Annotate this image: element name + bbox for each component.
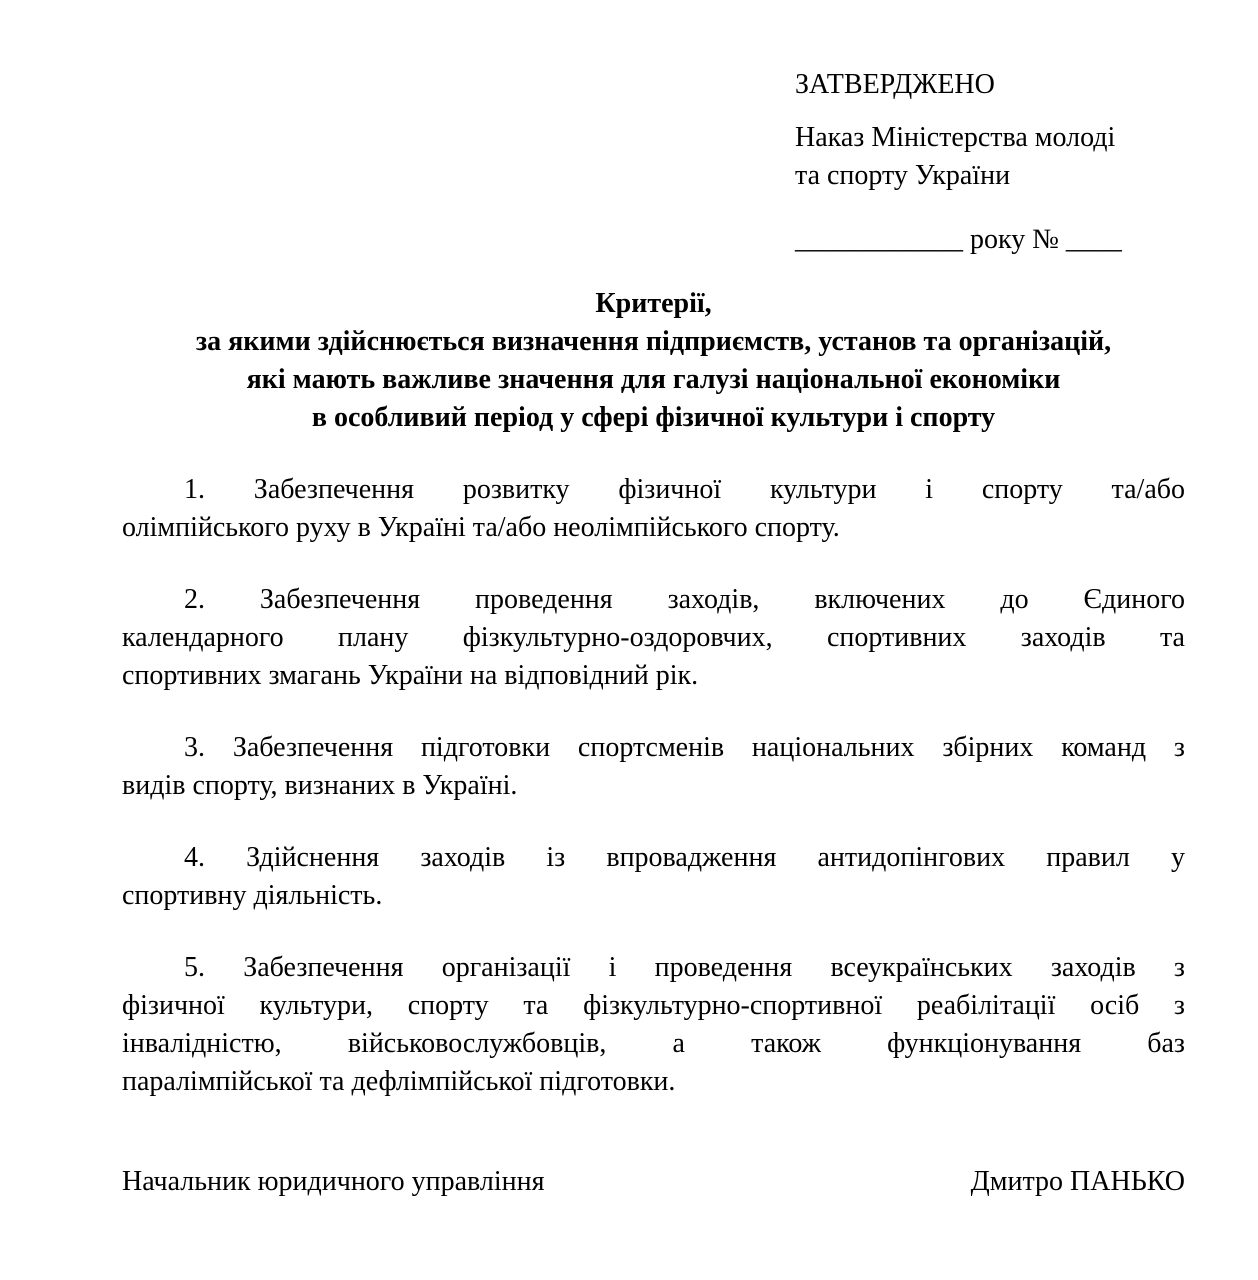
paragraph-2-line-3: спортивних змагань України на відповідний рік. (122, 660, 699, 691)
approval-order-line-1: Наказ Міністерства молоді (795, 122, 1116, 153)
signature-row (122, 1163, 1185, 1201)
paragraph-5 (122, 949, 1185, 1101)
paragraph-5-line-2: фізичної культури, спорту та фізкультурно-спортивної реабілітації осіб з (122, 990, 1185, 1021)
paragraph-4-line-2: спортивну діяльність. (122, 880, 383, 911)
paragraph-5-line-3: інвалідністю, військовослужбовців, а також функціонування баз (122, 1028, 1185, 1059)
paragraph-4-line-1: 4. Здійснення заходів із впровадження антидопінгових правил у (184, 842, 1185, 873)
paragraph-5-line-4: паралімпійської та дефлімпійської підготовки. (122, 1066, 676, 1097)
paragraph-2-line-1: 2. Забезпечення проведення заходів, включених до Єдиного (184, 584, 1185, 615)
paragraph-1-line-1: 1. Забезпечення розвитку фізичної культури і спорту та/або (184, 474, 1185, 505)
approval-stamp: ЗАТВЕРДЖЕНО (795, 69, 995, 100)
paragraph-2 (122, 581, 1185, 695)
title-line-3: які мають важливе значення для галузі національної економіки (246, 364, 1061, 395)
paragraph-5-line-1: 5. Забезпечення організації і проведення всеукраїнських заходів з (184, 952, 1185, 983)
title-line-4: в особливий період у сфері фізичної культури і спорту (311, 402, 996, 433)
approval-date-number-line: ____________ року № ____ (795, 224, 1122, 255)
title-line-2: за якими здійснюється визначення підприємств, установ та організацій, (195, 326, 1112, 357)
paragraph-2-line-2: календарного плану фізкультурно-оздоровчих, спортивних заходів та (122, 622, 1185, 653)
paragraph-3-line-2: видів спорту, визнаних в Україні. (122, 770, 518, 801)
approval-order-line-2: та спорту України (795, 160, 1011, 191)
paragraph-1 (122, 471, 1185, 547)
paragraph-4 (122, 839, 1185, 915)
signature-position: Начальник юридичного управління (122, 1166, 545, 1197)
paragraph-3-line-1: 3. Забезпечення підготовки спортсменів національних збірних команд з (184, 732, 1185, 763)
paragraph-3 (122, 729, 1185, 805)
document-title (122, 285, 1185, 437)
title-line-1: Критерії, (595, 288, 712, 319)
paragraph-1-line-2: олімпійського руху в Україні та/або неолімпійського спорту. (122, 512, 840, 543)
approval-block (795, 66, 1185, 259)
signature-name: Дмитро ПАНЬКО (970, 1166, 1185, 1197)
